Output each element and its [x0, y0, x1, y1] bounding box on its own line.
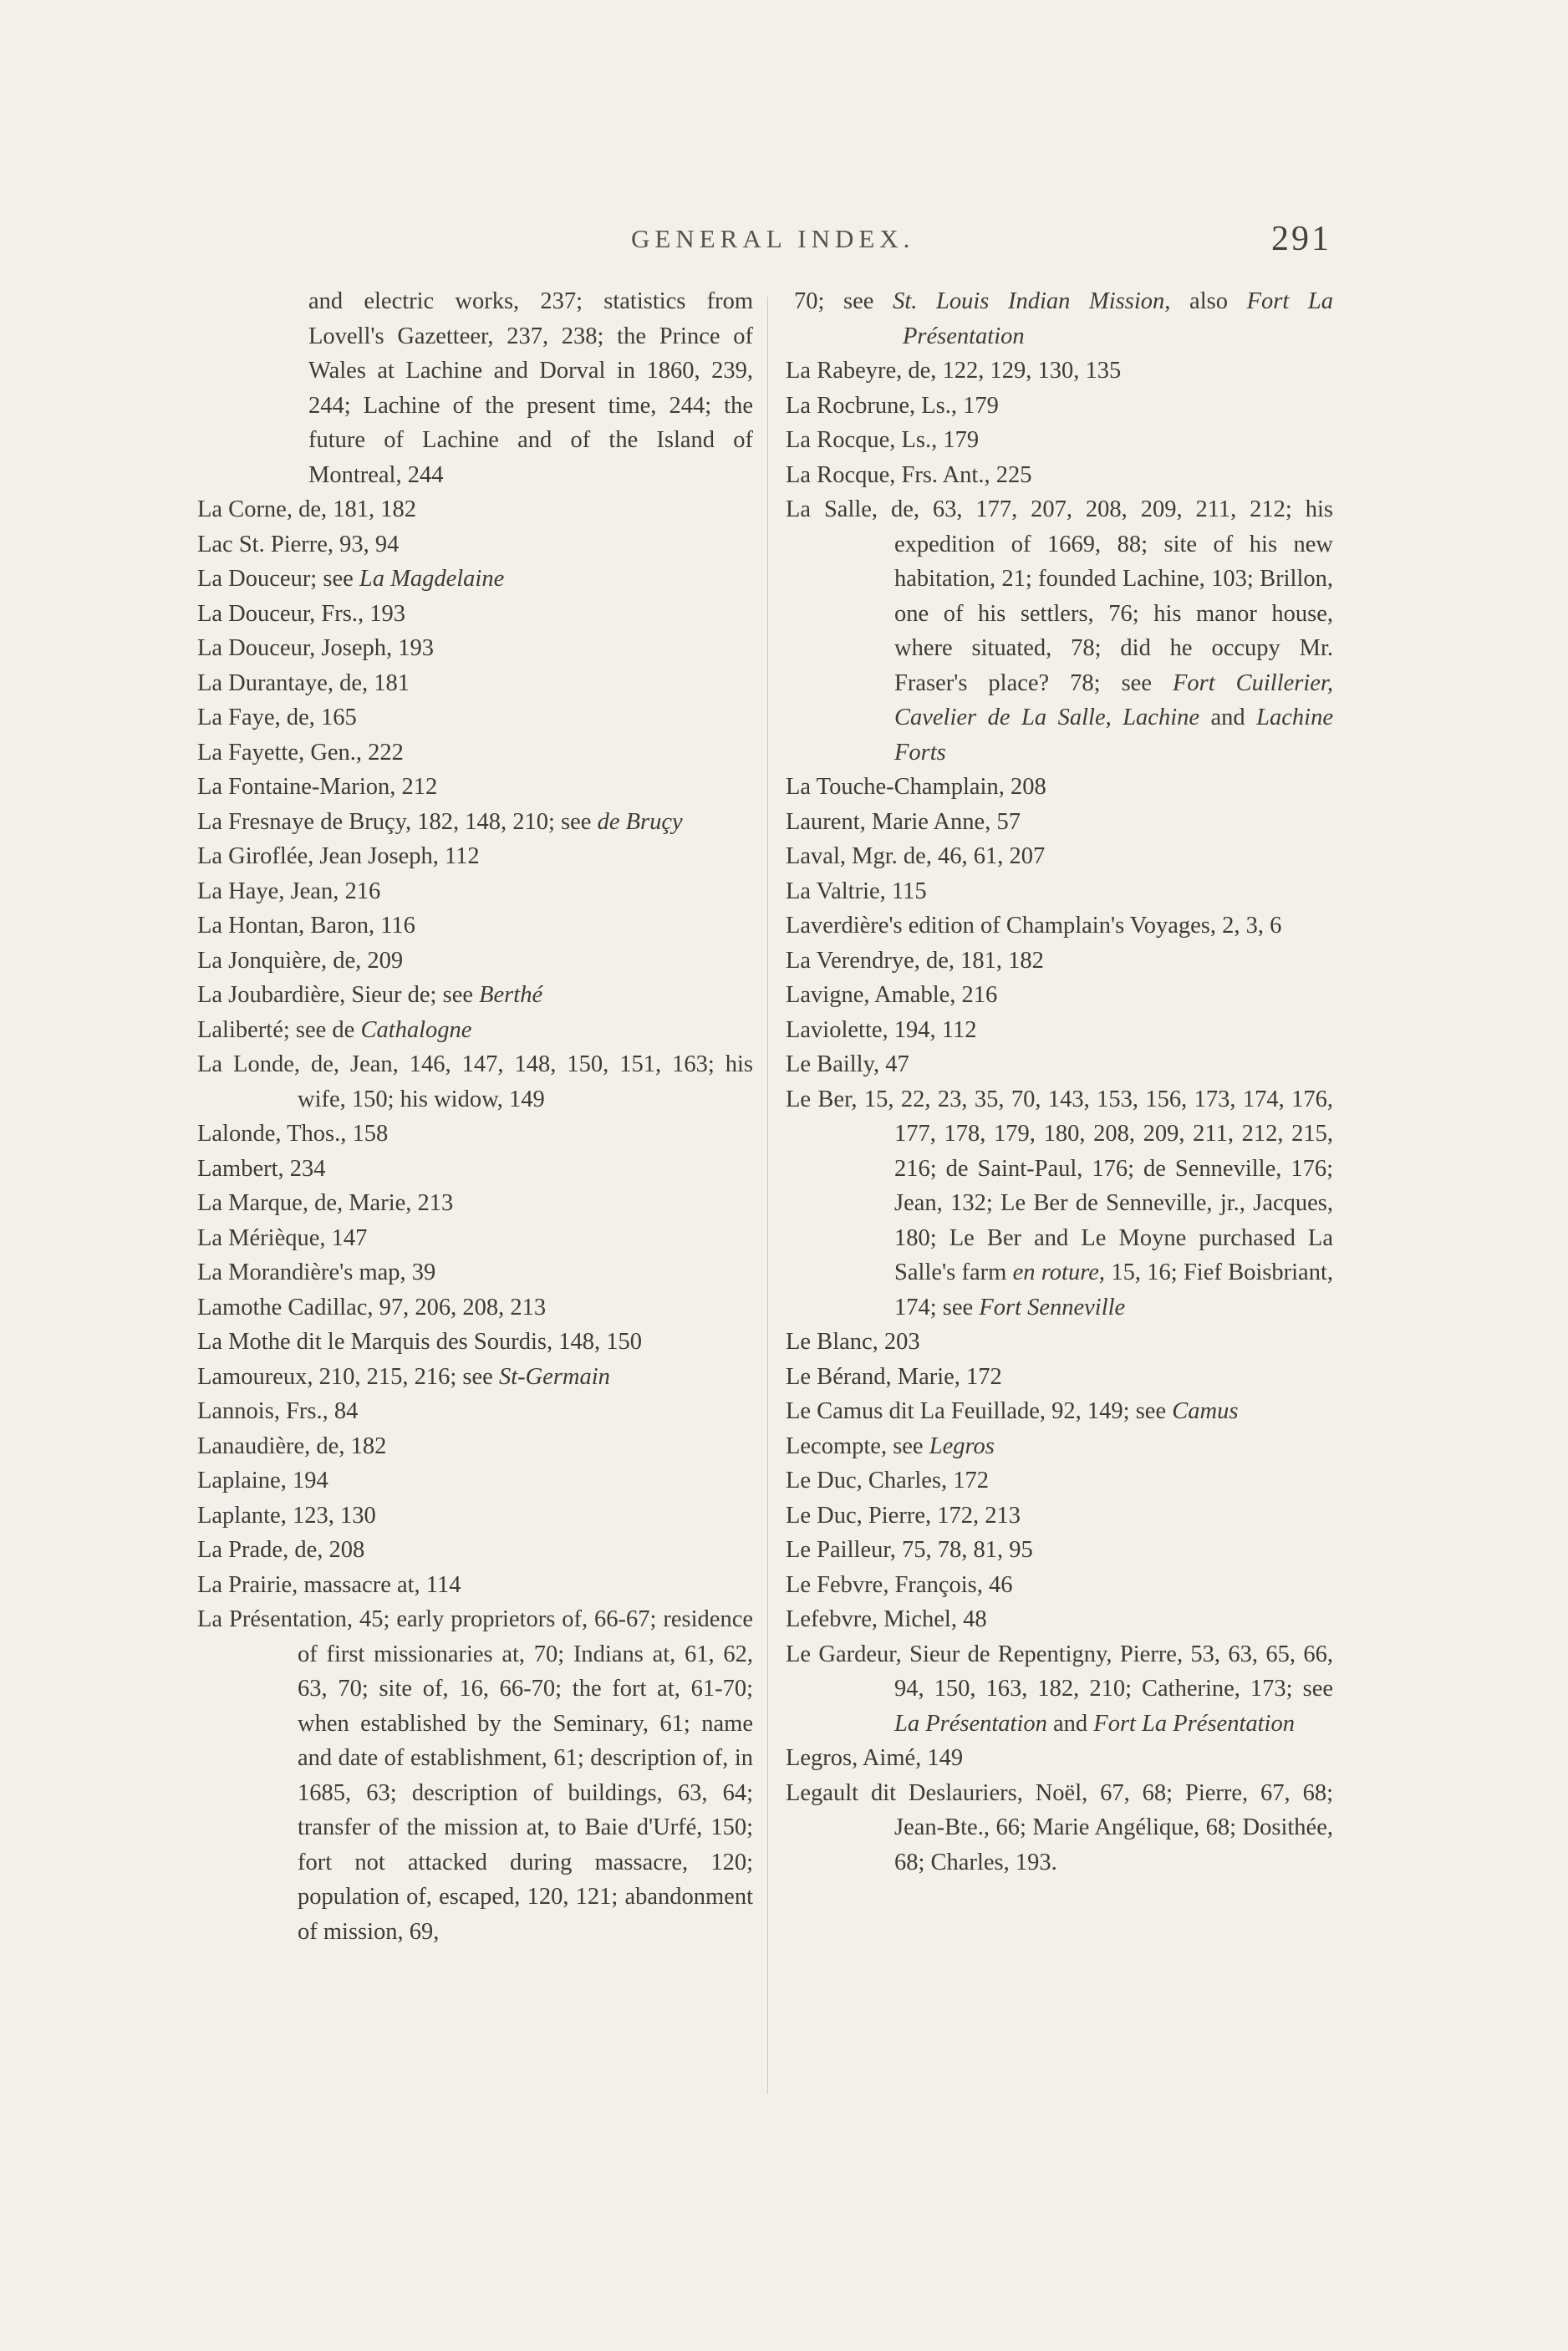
index-entry [197, 1013, 753, 1048]
entry-text: La Corne, de, 181, 182 [197, 496, 416, 522]
entry-text: La Fresnaye de Bruçy, 182, 148, 210; see [197, 808, 598, 835]
index-entry [197, 666, 753, 701]
index-entry-continuation [197, 284, 753, 492]
entry-text: Lambert, 234 [197, 1155, 326, 1182]
entry-text: La Fontaine-Marion, 212 [197, 774, 438, 800]
cross-reference-italic: La Présentation [894, 1710, 1047, 1737]
index-entry [197, 1255, 753, 1290]
index-entry [197, 1290, 753, 1326]
entry-text: La Mothe dit le Marquis des Sourdis, 148, 150 [197, 1329, 642, 1355]
index-entry [786, 1602, 1333, 1637]
index-entry [786, 805, 1333, 840]
entry-text: Le Camus dit La Feuillade, 92, 149; see [786, 1398, 1173, 1424]
cross-reference-italic: Fort La Présentation [1093, 1710, 1295, 1737]
index-entry [197, 735, 753, 771]
entry-text: La Haye, Jean, 216 [197, 878, 381, 904]
index-entry [197, 1602, 753, 1949]
entry-text: also [1170, 288, 1247, 314]
entry-text: La Présentation, 45; early proprietors of, 66-67; residence of first missionaries at, 70; Indians at, 61, 62, 63, 70; site of, 16, 66-70; the fort at, 61-70; when established by the Seminary, 61; name and date of establishment, 61; description of, in 1685, 63; description of buildings, 63, 64; transfer of the mission at, to Baie d'Urfé, 150; fort not attacked during massacre, 120; population of, escaped, 120, 121; abandonment of mission, 69, [197, 1606, 753, 1945]
cross-reference-italic: St. Louis Indian Mission, [893, 288, 1171, 314]
entry-text: La Touche-Champlain, 208 [786, 774, 1046, 800]
index-entry [786, 839, 1333, 874]
index-entry [786, 1429, 1333, 1464]
entry-text: Legault dit Deslauriers, Noël, 67, 68; Pierre, 67, 68; Jean-Bte., 66; Marie Angélique, 68; Dosithée, 68; Charles, 193. [786, 1779, 1333, 1875]
index-entry [197, 1463, 753, 1499]
index-entry [197, 1533, 753, 1568]
index-entry [197, 1152, 753, 1187]
entry-text: Lanaudière, de, 182 [197, 1432, 387, 1459]
page-header [0, 219, 1568, 269]
entry-text: Lefebvre, Michel, 48 [786, 1606, 987, 1632]
entry-text: La Joubardière, Sieur de; see [197, 982, 480, 1008]
index-entry [197, 978, 753, 1013]
index-entry [786, 354, 1333, 389]
index-entry [197, 1568, 753, 1603]
index-entry [197, 1186, 753, 1221]
cross-reference-italic: La Magdelaine [359, 566, 505, 592]
entry-text: La Rocbrune, Ls., 179 [786, 392, 999, 419]
cross-reference-italic: Fort Cuillerier, Cavelier de La Salle, Lachine [894, 669, 1333, 730]
index-entry [197, 1047, 753, 1117]
entry-text: La Rocque, Frs. Ant., 225 [786, 461, 1032, 488]
entry-text: Laverdière's edition of Champlain's Voyages, 2, 3, 6 [786, 913, 1282, 939]
cross-reference-italic: Fort La Présentation [903, 288, 1333, 349]
index-column-right [786, 284, 1333, 1880]
cross-reference-italic: Legros [929, 1432, 995, 1459]
entry-text: La Londe, de, Jean, 146, 147, 148, 150, 151, 163; his wife, 150; his widow, 149 [197, 1051, 753, 1112]
entry-text: Lalonde, Thos., 158 [197, 1121, 389, 1147]
entry-text: Laviolette, 194, 112 [786, 1016, 977, 1043]
index-column-left [197, 284, 753, 1949]
index-entry [786, 389, 1333, 424]
index-entry [786, 978, 1333, 1013]
entry-text: La Rocque, Ls., 179 [786, 427, 980, 453]
entry-text: La Douceur; see [197, 566, 359, 592]
entry-text: La Giroflée, Jean Joseph, 112 [197, 843, 480, 869]
entry-text: La Salle, de, 63, 177, 207, 208, 209, 211, 212; his expedition of 1669, 88; site of his new habitation, 21; founded Lachine, 103; Brillon, one of his settlers, 76; his manor house, where situated, 78; did he occupy Mr. Fraser's place? 78; see [786, 496, 1333, 696]
entry-text: La Marque, de, Marie, 213 [197, 1190, 454, 1216]
entry-text: Laliberté; see de [197, 1016, 361, 1043]
index-entry [197, 770, 753, 805]
index-entry [197, 631, 753, 666]
index-entry [786, 1533, 1333, 1568]
index-entry [197, 1117, 753, 1152]
entry-text: La Verendrye, de, 181, 182 [786, 947, 1044, 974]
entry-text: 15, 16; Fief Boisbriant, 174; see [894, 1259, 1334, 1321]
column-divider [767, 297, 768, 2094]
entry-text: Lac St. Pierre, 93, 94 [197, 531, 400, 557]
index-entry [197, 597, 753, 632]
index-entry [786, 1360, 1333, 1395]
index-entry [786, 1325, 1333, 1360]
index-entry [786, 423, 1333, 458]
index-entry [786, 944, 1333, 979]
entry-text: La Hontan, Baron, 116 [197, 913, 415, 939]
index-entry [197, 562, 753, 597]
entry-text: La Fayette, Gen., 222 [197, 739, 404, 766]
index-entry [786, 908, 1333, 944]
index-entry [786, 1047, 1333, 1082]
entry-text: Legros, Aimé, 149 [786, 1745, 964, 1771]
index-entry [197, 944, 753, 979]
index-entry [786, 1568, 1333, 1603]
index-entry [197, 527, 753, 562]
index-entry [786, 1013, 1333, 1048]
index-entry [786, 1776, 1333, 1880]
cross-reference-italic: en roture, [1012, 1259, 1106, 1285]
index-entry [197, 1499, 753, 1534]
index-entry-continuation [786, 284, 1333, 354]
index-entry [786, 770, 1333, 805]
entry-text: Laplaine, 194 [197, 1468, 328, 1494]
entry-text: Lamoureux, 210, 215, 216; see [197, 1363, 499, 1390]
cross-reference-italic: de Bruçy [597, 808, 683, 835]
index-entry [197, 839, 753, 874]
entry-text: La Morandière's map, 39 [197, 1259, 436, 1285]
entry-text: and [1046, 1710, 1094, 1737]
index-entry [197, 1325, 753, 1360]
entry-text: La Rabeyre, de, 122, 129, 130, 135 [786, 358, 1122, 384]
entry-text: Laplante, 123, 130 [197, 1502, 376, 1529]
entry-text: and electric works, 237; statistics from Lovell's Gazetteer, 237, 238; the Prince of Wales at Lachine and Dorval in 1860, 239, 244; Lachine of the present time, 244; the future of Lachine and of the Island of Montreal, 244 [308, 288, 753, 488]
entry-text: Lecompte, see [786, 1432, 929, 1459]
entry-text: La Durantaye, de, 181 [197, 669, 410, 696]
entry-text: La Mérièque, 147 [197, 1224, 368, 1251]
cross-reference-italic: Berthé [479, 982, 543, 1008]
cross-reference-italic: Cathalogne [360, 1016, 472, 1043]
entry-text: Le Duc, Pierre, 172, 213 [786, 1502, 1021, 1529]
index-entry [786, 1637, 1333, 1742]
entry-text: La Valtrie, 115 [786, 878, 927, 904]
entry-text: La Faye, de, 165 [197, 705, 357, 730]
cross-reference-italic: St-Germain [498, 1363, 610, 1390]
entry-text: Le Gardeur, Sieur de Repentigny, Pierre, 53, 63, 65, 66, 94, 150, 163, 182, 210; Catherine, 173; see [786, 1641, 1333, 1702]
index-entry [786, 1499, 1333, 1534]
index-entry [786, 1082, 1333, 1326]
index-entry [197, 1394, 753, 1429]
running-head: GENERAL INDEX. [631, 224, 915, 253]
index-entry [786, 1463, 1333, 1499]
index-entry [197, 700, 753, 735]
page-number: 291 [1271, 220, 1331, 258]
entry-text: La Jonquière, de, 209 [197, 947, 404, 974]
entry-text: Laval, Mgr. de, 46, 61, 207 [786, 843, 1046, 869]
index-entry [786, 874, 1333, 909]
index-entry [197, 874, 753, 909]
index-entry [197, 908, 753, 944]
index-entry [786, 492, 1333, 770]
index-entry [197, 1360, 753, 1395]
entry-text: Le Bérand, Marie, 172 [786, 1363, 1002, 1390]
index-entry [786, 1394, 1333, 1429]
entry-text: La Douceur, Joseph, 193 [197, 635, 434, 661]
cross-reference-italic: Fort Senneville [979, 1294, 1126, 1321]
entry-text: Lavigne, Amable, 216 [786, 982, 998, 1008]
entry-text: La Prade, de, 208 [197, 1537, 365, 1563]
index-entry [197, 492, 753, 527]
index-entry [786, 1741, 1333, 1776]
entry-text: Le Duc, Charles, 172 [786, 1468, 989, 1494]
entry-text: Lamothe Cadillac, 97, 206, 208, 213 [197, 1294, 547, 1321]
entry-text: and [1199, 705, 1257, 730]
entry-text: La Prairie, massacre at, 114 [197, 1571, 461, 1598]
entry-text: 70; see [794, 288, 893, 314]
index-entry [197, 1429, 753, 1464]
entry-text: Le Bailly, 47 [786, 1051, 909, 1077]
index-entry [786, 458, 1333, 493]
index-entry [197, 805, 753, 840]
entry-text: La Douceur, Frs., 193 [197, 600, 405, 627]
entry-text: Le Blanc, 203 [786, 1329, 920, 1355]
cross-reference-italic: Lachine Forts [894, 705, 1333, 766]
entry-text: Le Ber, 15, 22, 23, 35, 70, 143, 153, 156, 173, 174, 176, 177, 178, 179, 180, 208, 209, 211, 212, 215, 216; de Saint-Paul, 176; de Senneville, 176; Jean, 132; Le Ber de Senneville, jr., Jacques, 180; Le Ber and Le Moyne purchased La Salle's farm [786, 1086, 1333, 1285]
index-entry [197, 1221, 753, 1256]
entry-text: Le Febvre, François, 46 [786, 1571, 1013, 1598]
entry-text: Laurent, Marie Anne, 57 [786, 808, 1021, 835]
cross-reference-italic: Camus [1172, 1398, 1239, 1424]
entry-text: Lannois, Frs., 84 [197, 1398, 359, 1424]
entry-text: Le Pailleur, 75, 78, 81, 95 [786, 1537, 1033, 1563]
